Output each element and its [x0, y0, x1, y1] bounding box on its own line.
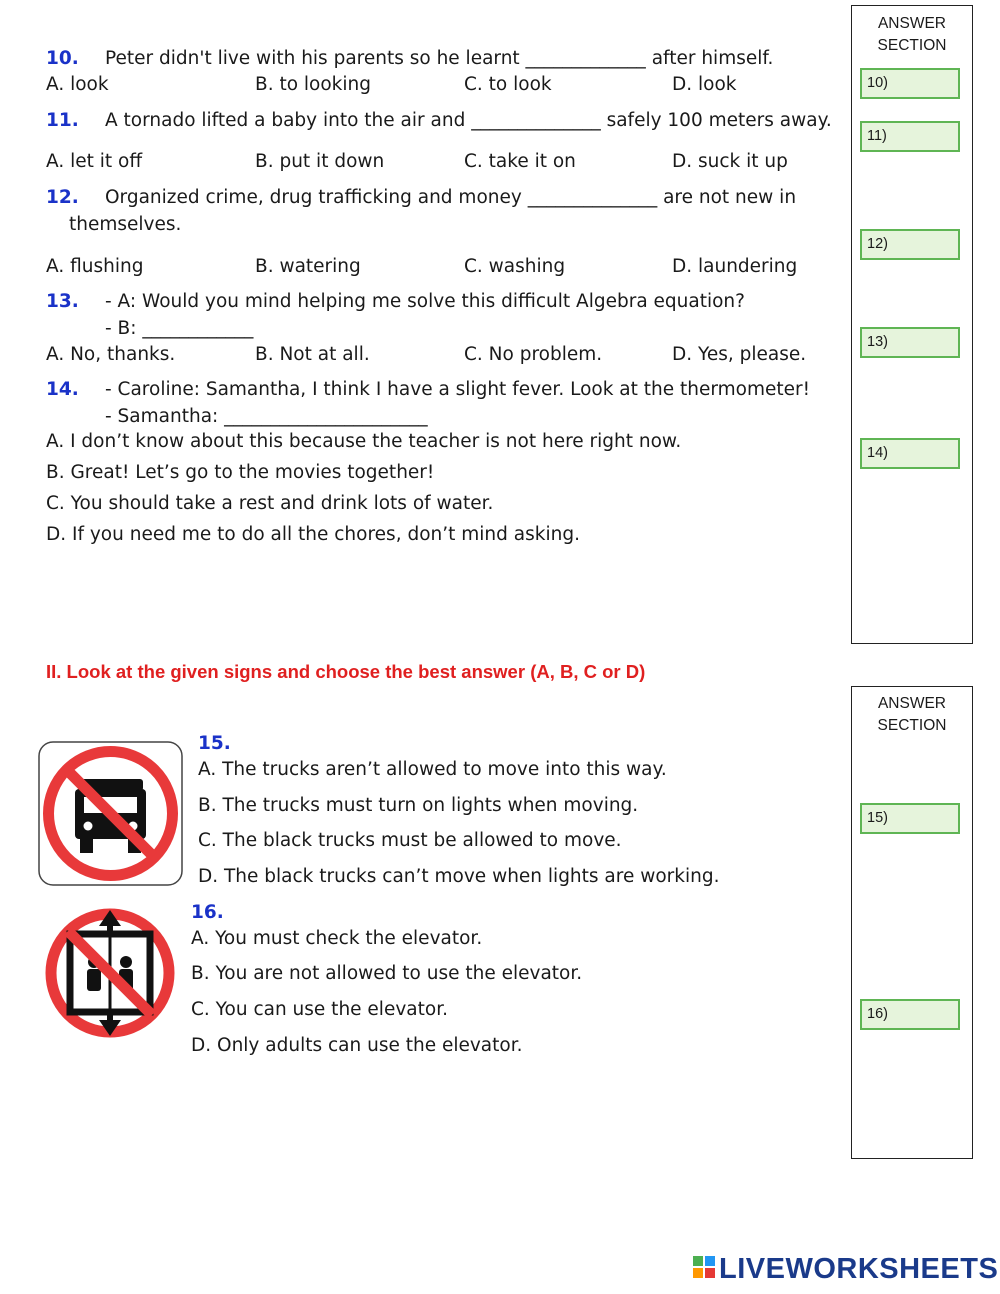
question-number: 15. — [198, 733, 231, 754]
option: D. look — [672, 74, 737, 95]
question-text: - A: Would you mind helping me solve this difficult Algebra equation? — [105, 291, 745, 312]
no-elevator-sign-icon — [43, 906, 177, 1040]
option: B. Great! Let’s go to the movies together! — [46, 462, 435, 483]
option: B. The trucks must turn on lights when moving. — [198, 795, 639, 816]
answer-box-11[interactable]: 11) — [860, 121, 960, 152]
option: D. laundering — [672, 256, 798, 277]
option: C. The black trucks must be allowed to move. — [198, 830, 622, 851]
answer-section-heading: SECTION — [877, 717, 947, 734]
question-text-continued: - B: ____________ — [105, 318, 254, 339]
option: A. I don’t know about this because the teacher is not here right now. — [46, 431, 682, 452]
option: A. look — [46, 74, 109, 95]
option: A. The trucks aren’t allowed to move into this way. — [198, 759, 667, 780]
question-number: 14. — [46, 379, 79, 400]
question-number: 11. — [46, 110, 79, 131]
option: D. Yes, please. — [672, 344, 807, 365]
answer-section-panel — [851, 5, 973, 644]
option: B. to looking — [255, 74, 372, 95]
liveworksheets-logo-icon — [693, 1256, 715, 1282]
question-text: - Caroline: Samantha, I think I have a slight fever. Look at the thermometer! — [105, 379, 811, 400]
answer-box-13[interactable]: 13) — [860, 327, 960, 358]
question-number: 13. — [46, 291, 79, 312]
question-number: 10. — [46, 48, 79, 69]
answer-section-heading: ANSWER — [877, 15, 947, 32]
option: A. let it off — [46, 151, 143, 172]
question-number: 16. — [191, 902, 224, 923]
option: D. If you need me to do all the chores, don’t mind asking. — [46, 524, 580, 545]
question-text: A tornado lifted a baby into the air and ______________ safely 100 meters away. — [105, 110, 832, 131]
answer-box-14[interactable]: 14) — [860, 438, 960, 469]
option: C. washing — [464, 256, 566, 277]
option: A. You must check the elevator. — [191, 928, 483, 949]
answer-box-10[interactable]: 10) — [860, 68, 960, 99]
answer-section-panel — [851, 686, 973, 1159]
section-title: II. Look at the given signs and choose the best answer (A, B, C or D) — [46, 661, 646, 682]
question-text: Peter didn't live with his parents so he learnt _____________ after himself. — [105, 48, 774, 69]
answer-box-16[interactable]: 16) — [860, 999, 960, 1030]
question-text-continued: themselves. — [69, 214, 182, 235]
question-text-continued: - Samantha: ______________________ — [105, 406, 428, 427]
option: A. flushing — [46, 256, 144, 277]
answer-box-15[interactable]: 15) — [860, 803, 960, 834]
option: C. No problem. — [464, 344, 603, 365]
option: B. You are not allowed to use the elevator. — [191, 963, 583, 984]
liveworksheets-logo[interactable] — [693, 1252, 998, 1286]
option: D. suck it up — [672, 151, 788, 172]
option: C. take it on — [464, 151, 576, 172]
no-trucks-sign-icon — [38, 741, 183, 886]
option: B. watering — [255, 256, 361, 277]
option: C. You can use the elevator. — [191, 999, 448, 1020]
question-text: Organized crime, drug trafficking and money ______________ are not new in — [105, 187, 797, 208]
option: B. put it down — [255, 151, 385, 172]
answer-box-12[interactable]: 12) — [860, 229, 960, 260]
option: A. No, thanks. — [46, 344, 176, 365]
answer-section-heading: ANSWER — [877, 695, 947, 712]
option: B. Not at all. — [255, 344, 370, 365]
option: C. to look — [464, 74, 552, 95]
option: D. Only adults can use the elevator. — [191, 1035, 523, 1056]
question-number: 12. — [46, 187, 79, 208]
option: C. You should take a rest and drink lots of water. — [46, 493, 494, 514]
answer-section-heading: SECTION — [877, 37, 947, 54]
option: D. The black trucks can’t move when lights are working. — [198, 866, 720, 887]
liveworksheets-logo-text: LIVEWORKSHEETS — [719, 1252, 999, 1285]
